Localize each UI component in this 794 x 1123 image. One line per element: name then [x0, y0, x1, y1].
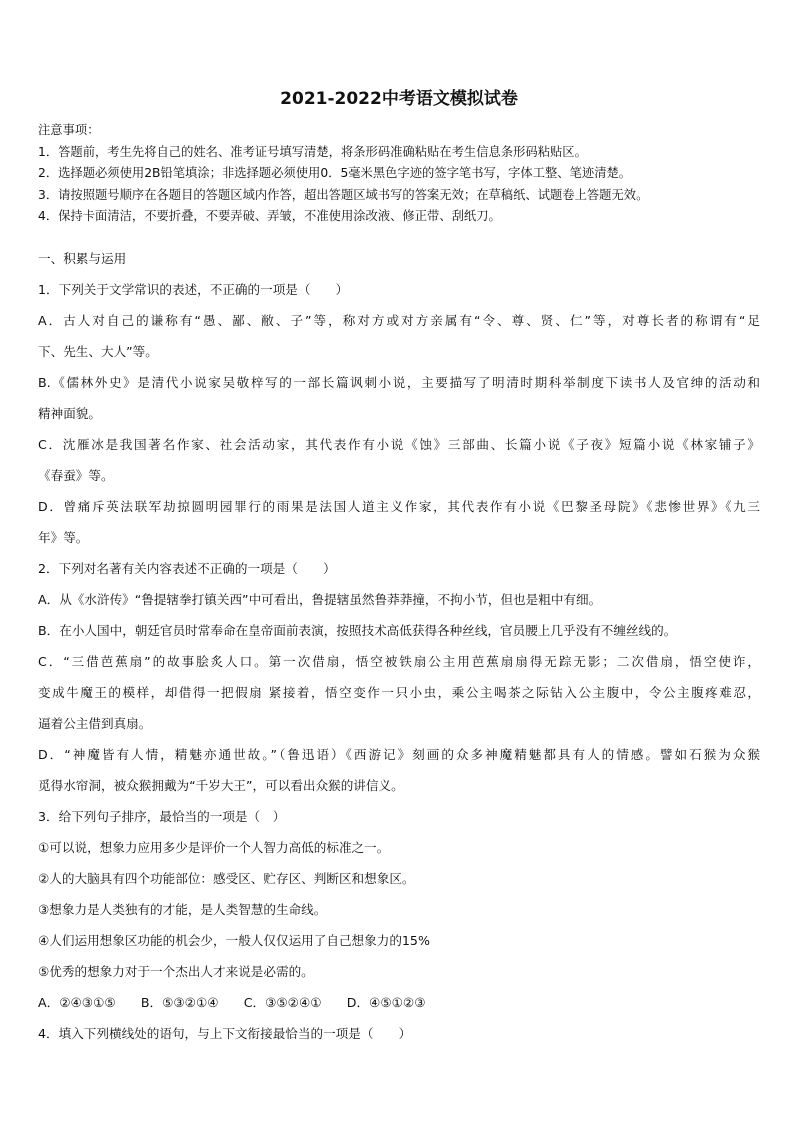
option-c: C．“三借芭蕉扇”的故事脍炙人口。第一次借扇，悟空被铁扇公主用芭蕉扇扇得无踪无影；二次借扇，悟空使诈， [38, 654, 760, 669]
question-4 [38, 1018, 760, 1049]
option-c-cont: 《春蚕》等。 [38, 468, 114, 483]
question-stem: 1．下列关于文学常识的表述，不正确的一项是（ ） [38, 282, 349, 297]
option-d-cont: 年》等。 [38, 530, 89, 545]
answer-options: A．②④③①⑤ B．⑤③②①④ C．③⑤②④① D．④⑤①②③ [38, 995, 426, 1010]
question-2 [38, 553, 760, 801]
question-1 [38, 274, 760, 553]
option-a-cont: 下、先生、大人”等。 [38, 344, 158, 359]
sentence-item: ⑤优秀的想象力对于一个杰出人才来说是必需的。 [38, 964, 314, 979]
option-b: B．在小人国中，朝廷官员时常奉命在皇帝面前表演，按照技术高低获得各种丝线，官员腰上几乎没有不缠丝线的。 [38, 623, 677, 638]
sentence-item: ②人的大脑具有四个功能部位：感受区、贮存区、判断区和想象区。 [38, 871, 415, 886]
option-b: B.《儒林外史》是清代小说家吴敬梓写的一部长篇讽刺小说，主要描写了明清时期科举制度下读书人及官绅的活动和 [38, 375, 760, 390]
option-b-cont: 精神面貌。 [38, 406, 101, 421]
question-stem: 2．下列对名著有关内容表述不正确的一项是（ ） [38, 561, 336, 576]
sentence-item: ③想象力是人类独有的才能，是人类智慧的生命线。 [38, 902, 327, 917]
page-title: 2021-2022中考语文模拟试卷 [280, 89, 518, 109]
option-c-cont: 变成牛魔王的模样，却借得一把假扇 紧接着，悟空变作一只小虫，乘公主喝茶之际钻入公主腹中，令公主腹疼难忍， [38, 685, 760, 700]
option-d: D．“神魔皆有人情，精魅亦通世故。”（鲁迅语）《西游记》刻画的众多神魔精魅都具有人的情感。譬如石猴为众猴 [38, 747, 760, 762]
notes-item: 4．保持卡面清洁，不要折叠，不要弄破、弄皱，不准使用涂改液、修正带、刮纸刀。 [38, 209, 501, 223]
option-d: D．曾痛斥英法联军劫掠圆明园罪行的雨果是法国人道主义作家，其代表作有小说《巴黎圣母院》《悲惨世界》《九三 [38, 499, 760, 514]
notes-item: 2．选择题必须使用2B铅笔填涂；非选择题必须使用0．5毫米黑色字迹的签字笔书写，字体工整、笔迹清楚。 [38, 166, 632, 180]
question-3 [38, 801, 760, 1018]
sentence-item: ①可以说，想象力应用多少是评价一个人智力高低的标准之一。 [38, 840, 390, 855]
option-a: A．从《水浒传》“鲁提辖拳打镇关西”中可看出，鲁提辖虽然鲁莽莽撞，不拘小节，但也是粗中有细。 [38, 592, 602, 607]
question-stem: 3．给下列句子排序，最恰当的一项是（ ） [38, 809, 286, 824]
notes-block [38, 120, 760, 228]
sentence-item: ④人们运用想象区功能的机会少，一般人仅仅运用了自己想象力的15% [38, 933, 430, 948]
question-stem: 4．填入下列横线处的语句，与上下文衔接最恰当的一项是（ ） [38, 1026, 412, 1041]
option-c: C．沈雁冰是我国著名作家、社会活动家，其代表作有小说《蚀》三部曲、长篇小说《子夜》短篇小说《林家铺子》 [38, 437, 760, 452]
option-d-cont: 觅得水帘洞，被众猴拥戴为“千岁大王”，可以看出众猴的讲信义。 [38, 778, 404, 793]
option-a: A．古人对自己的谦称有“愚、鄙、敝、子”等，称对方或对方亲属有“令、尊、贤、仁”等，对尊长者的称谓有“足 [38, 313, 760, 328]
notes-heading: 注意事项： [38, 123, 100, 137]
notes-item: 3．请按照题号顺序在各题目的答题区域内作答，超出答题区域书写的答案无效；在草稿纸、试题卷上答题无效。 [38, 187, 649, 202]
questions-block [38, 243, 760, 1049]
notes-item: 1．答题前，考生先将自己的姓名、准考证号填写清楚，将条形码准确粘贴在考生信息条形码粘贴区。 [38, 144, 587, 159]
option-c-cont: 逼着公主借到真扇。 [38, 716, 152, 731]
exam-page [38, 0, 760, 1123]
section-heading: 一、积累与运用 [38, 251, 127, 266]
